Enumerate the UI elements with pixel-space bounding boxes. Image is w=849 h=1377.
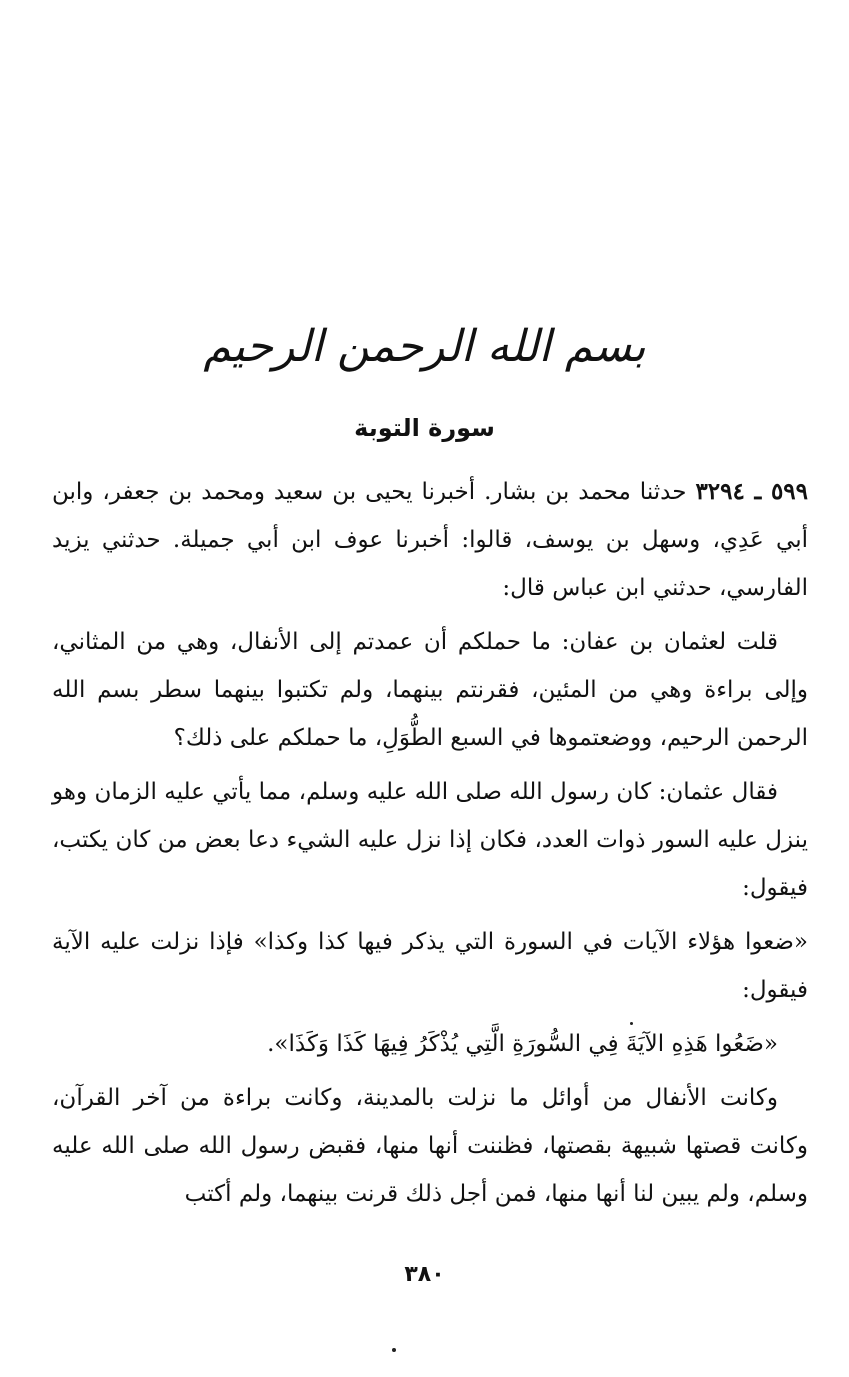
page-number: ٣٨٠ [404,1262,445,1287]
hadith-paragraph-1: قلت لعثمان بن عفان: ما حملكم أن عمدتم إلى الأنفال، وهي من المثاني، وإلى براءة وهي من المئين، فقرنتم بينهما، ولم تكتبوا بينهما سطر بسم الله الرحمن الرحيم، ووضعتموها في السبع الطُّوَلِ، ما حملكم على ذلك؟ [52,629,808,751]
surah-title: سورة التوبة [354,414,495,442]
hadith-paragraph-5: وكانت الأنفال من أوائل ما نزلت بالمدينة، وكانت براءة من آخر القرآن، وكانت قصتها شبيهة بقصتها، فظننت أنها منها، فقبض رسول الله صلى الله عليه وسلم، ولم يبين لنا أنها منها، فمن أجل ذلك قرنت بينهما، ولم أكتب [52,1085,808,1207]
hadith-paragraph-3: «ضعوا هؤلاء الآيات في السورة التي يذكر فيها كذا وكذا» فإذا نزلت عليه الآية فيقول: [52,929,808,1003]
hadith-number: ٥٩٩ ـ ٣٢٩٤ [695,478,808,505]
print-speck [630,1022,633,1025]
hadith-paragraph-2: فقال عثمان: كان رسول الله صلى الله عليه وسلم، مما يأتي عليه الزمان وهو ينزل عليه السور ذوات العدد، فكان إذا نزل عليه الشيء دعا بعض من كان يكتب، فيقول: [52,779,808,901]
hadith-isnad: حدثنا محمد بن بشار. أخبرنا يحيى بن سعيد ومحمد بن جعفر، وابن أبي عَدِي، وسهل بن يوسف، قالوا: أخبرنا عوف ابن أبي جميلة. حدثني يزيد الفارسي، حدثني ابن عباس قال: [52,479,808,601]
hadith-quote: «ضَعُوا هَذِهِ الآيَةَ فِي السُّورَةِ الَّتِي يُذْكَرُ فِيهَا كَذَا وَكَذَا». [267,1031,778,1057]
print-speck [392,1348,396,1352]
basmala-calligraphy: بسم الله الرحمن الرحيم [203,321,646,372]
hadith-isnad-paragraph [52,468,808,612]
hadith-body [52,468,808,1224]
